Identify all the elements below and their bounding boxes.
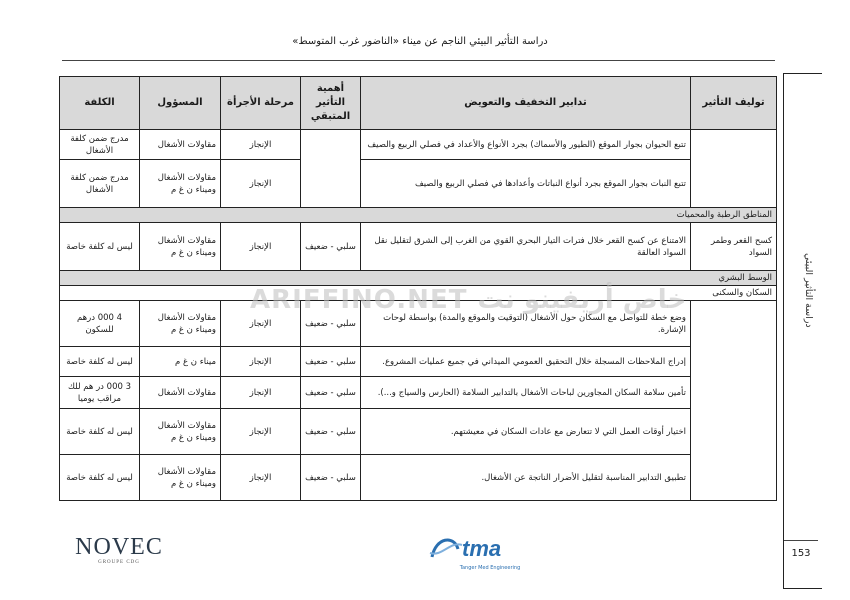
responsible-cell: مقاولات الأشغال <box>140 377 221 409</box>
table-row <box>60 409 777 455</box>
page-title: دراسة التأثير البيئي الناجم عن ميناء «الناضور غرب المتوسط» <box>292 36 548 47</box>
measure-cell: وضع خطة للتواصل مع السكان حول الأشغال (التوقيت والموقع والمدة) بواسطة لوحات الإشارة. <box>361 301 691 347</box>
cost-cell: ليس له كلفة خاصة <box>60 223 140 271</box>
phase-cell: الإنجاز <box>221 223 301 271</box>
tma-logo-text: tma <box>462 536 502 561</box>
importance-cell: سلبي - ضعيف <box>301 301 361 347</box>
measure-cell: تتبع النبات بجوار الموقع بجرد أنواع النباتات وأعدادها في فصلي الربيع والصيف <box>361 160 691 208</box>
section-heading-housing: السكان والسكنى <box>60 286 777 301</box>
novec-logo-text: NOVEC <box>75 534 163 560</box>
impact-cell <box>691 301 777 501</box>
tma-logo-icon <box>428 531 528 565</box>
cost-cell: 3 000 در هم للك مراقب يوميا <box>60 377 140 409</box>
tma-logo-subtitle: Tanger Med Engineering <box>459 565 521 571</box>
cost-cell: ليس له كلفة خاصة <box>60 347 140 377</box>
table-row <box>60 455 777 501</box>
measure-cell: إدراج الملاحظات المسجلة خلال التحقيق العمومي الميداني في جميع عمليات المشروع. <box>361 347 691 377</box>
header-cost: الكلفة <box>60 77 140 130</box>
header-importance: أهمية التأثير المتبقي <box>301 77 361 130</box>
importance-cell <box>301 130 361 208</box>
responsible-cell: مقاولات الأشغال وميناء ن غ م <box>140 223 221 271</box>
phase-cell: الإنجاز <box>221 455 301 501</box>
watermark: ARIFFINO.NET خاص أريفينو نت <box>250 285 687 315</box>
responsible-cell: مقاولات الأشغال <box>140 130 221 160</box>
phase-cell: الإنجاز <box>221 130 301 160</box>
table-row <box>60 160 777 208</box>
importance-cell: سلبي - ضعيف <box>301 377 361 409</box>
cost-cell: ليس له كلفة خاصة <box>60 455 140 501</box>
table-row <box>60 377 777 409</box>
side-section-label: دراسة التأثير البيئي <box>803 252 814 328</box>
section-row <box>60 208 777 223</box>
cost-cell: مدرج ضمن كلفة الأشغال <box>60 130 140 160</box>
measure-cell: الامتناع عن كسح القعر خلال فترات التيار البحري القوي من الغرب إلى الشرق لتقليل نقل السواد العالقة <box>361 223 691 271</box>
page-number-rule <box>784 540 818 541</box>
cost-cell: 4 000 درهم للسكون <box>60 301 140 347</box>
title-divider <box>62 60 775 61</box>
table-row <box>60 347 777 377</box>
phase-cell: الإنجاز <box>221 301 301 347</box>
importance-cell: سلبي - ضعيف <box>301 455 361 501</box>
phase-cell: الإنجاز <box>221 409 301 455</box>
responsible-cell: مقاولات الأشغال وميناء ن غ م <box>140 455 221 501</box>
table-row <box>60 130 777 160</box>
phase-cell: الإنجاز <box>221 377 301 409</box>
page-number: 153 <box>791 548 811 559</box>
impact-cell <box>691 130 777 208</box>
cost-cell: مدرج ضمن كلفة الأشغال <box>60 160 140 208</box>
header-measures: تدابير التخفيف والتعويض <box>361 77 691 130</box>
phase-cell: الإنجاز <box>221 347 301 377</box>
responsible-cell: مقاولات الأشغال وميناء ن غ م <box>140 301 221 347</box>
importance-cell: سلبي - ضعيف <box>301 223 361 271</box>
header-phase: مرحلة الأجرأة <box>221 77 301 130</box>
section-heading-wetlands: المناطق الرطبة والمحميات <box>60 208 777 223</box>
responsible-cell: ميناء ن غ م <box>140 347 221 377</box>
importance-cell: سلبي - ضعيف <box>301 409 361 455</box>
responsible-cell: مقاولات الأشغال وميناء ن غ م <box>140 160 221 208</box>
header-impact: توليف التأثير <box>691 77 777 130</box>
cost-cell: ليس له كلفة خاصة <box>60 409 140 455</box>
novec-logo <box>64 534 174 574</box>
measure-cell: تأمين سلامة السكان المجاورين لباحات الأشغال بالتدابير السلامة (الحارس والسياج و...). <box>361 377 691 409</box>
table-header-row <box>60 77 777 130</box>
responsible-cell: مقاولات الأشغال وميناء ن غ م <box>140 409 221 455</box>
measure-cell: تتبع الحيوان بجوار الموقع (الطيور والأسماك) بجرد الأنواع والأعداد في فصلي الربيع والصيف <box>361 130 691 160</box>
impact-cell: كسح القعر وطمر السواد <box>691 223 777 271</box>
phase-cell: الإنجاز <box>221 160 301 208</box>
section-heading-human: الوسط البشري <box>60 271 777 286</box>
header-responsible: المسؤول <box>140 77 221 130</box>
importance-cell: سلبي - ضعيف <box>301 347 361 377</box>
table-row <box>60 223 777 271</box>
section-row <box>60 271 777 286</box>
measure-cell: تطبيق التدابير المناسبة لتقليل الأضرار الناتجة عن الأشغال. <box>361 455 691 501</box>
measure-cell: اختيار أوقات العمل التي لا تتعارض مع عادات السكان في معيشتهم. <box>361 409 691 455</box>
novec-logo-subtitle: GROUPE CDG <box>98 560 140 565</box>
